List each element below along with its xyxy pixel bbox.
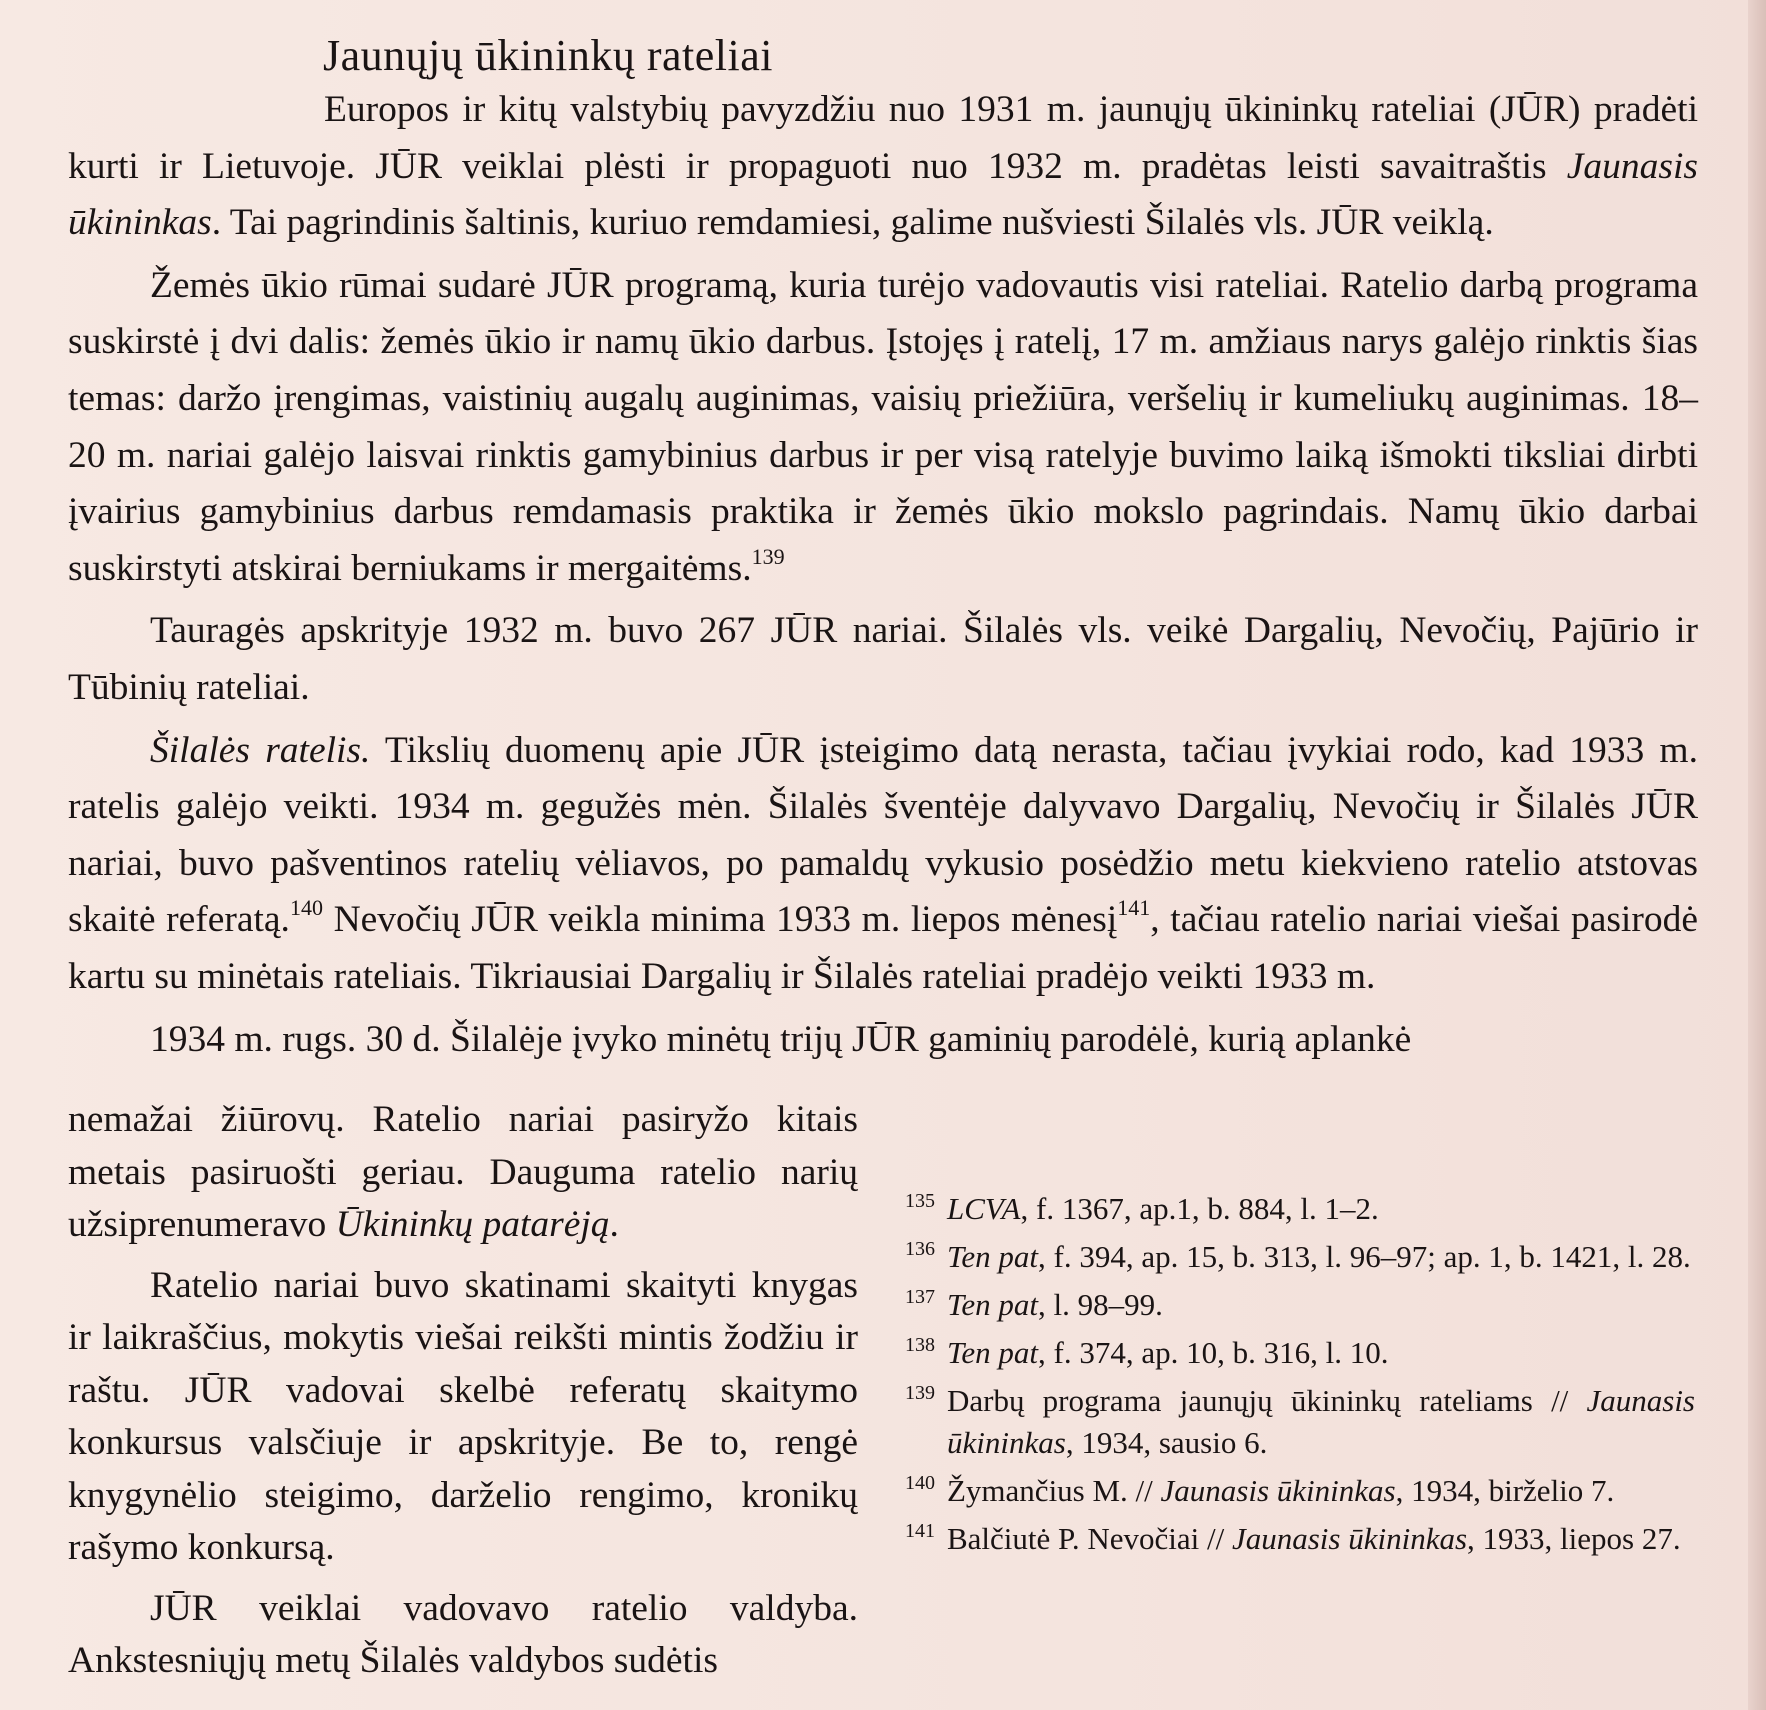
- footnote-140: 140 Žymančius M. // Jaunasis ūkininkas, 1934, birželio 7.: [905, 1472, 1615, 1508]
- footnote-ref: 139: [751, 543, 785, 569]
- paragraph-2: Žemės ūkio rūmai sudarė JŪR programą, kuria turėjo vadovautis visi rateliai. Ratelio darbą programa suskirstė į dvi dalis: žemės ūkio ir namų ūkio darbus. Įstojęs į ratelį, 17 m. amžiaus narys galėjo rinktis šias temas: daržo įrengimas, vaistinių augalų auginimas, vaisių priežiūra, veršelių ir kumeliukų auginimas. 18–20 m. nariai galėjo laisvai rinktis gamybinius darbus ir per visą ratelyje buvimo laiką išmokti tiksliai dirbti įvairius gamybinius darbus remdamasis praktika ir žemės ūkio mokslo pagrindais. Namų ūkio darbai suskirstyti atskirai berniukams ir mergaitėms.$^{139}$: [68, 264, 1698, 589]
- footnote-136: 136 Ten pat, f. 394, ap. 15, b. 313, l. 96–97; ap. 1, b. 1421, l. 28.: [905, 1238, 1691, 1274]
- page-edge: [1748, 0, 1766, 1710]
- paragraph-3: Tauragės apskrityje 1932 m. buvo 267 JŪR nariai. Šilalės vls. veikė Dargalių, Nevočių, Pajūrio ir Tūbinių rateliai.: [68, 610, 1698, 708]
- footnote-138: 138 Ten pat, f. 374, ap. 10, b. 316, l. 10.: [905, 1334, 1389, 1370]
- publication-title: Ūkininkų patarėją: [335, 1204, 610, 1245]
- lower-left-column: [68, 1094, 858, 1696]
- paragraph-8: JŪR veiklai vadovavo ratelio valdyba. Ankstesniųjų metų Šilalės valdybos sudėtis: [68, 1587, 858, 1681]
- footnote-ref: 141: [1117, 895, 1151, 921]
- main-text: [68, 82, 1698, 1074]
- paragraph-6: nemažai žiūrovų. Ratelio nariai pasiryžo kitais metais pasiruošti geriau. Dauguma ratelio narių užsiprenumeravo Ūkininkų patarėją.: [68, 1099, 858, 1245]
- footnotes: [905, 1188, 1695, 1566]
- footnote-139: 139 Darbų programa jaunųjų ūkininkų rateliams // Jaunasis ūkininkas, 1934, sausio 6.: [905, 1382, 1695, 1460]
- paragraph-7: Ratelio nariai buvo skatinami skaityti knygas ir laikraščius, mokytis viešai reikšti mintis žodžiu ir raštu. JŪR vadovai skelbė referatų skaitymo konkursus valsčiuje ir apskrityje. Be to, rengė knygynėlio steigimo, darželio rengimo, kronikų rašymo konkursą.: [68, 1264, 858, 1568]
- subsection-heading: Šilalės ratelis.: [150, 729, 371, 771]
- footnote-135: 135 LCVA, f. 1367, ap.1, b. 884, l. 1–2.: [905, 1190, 1379, 1226]
- publication-title: Jaunasis ūkininkas: [68, 145, 1698, 244]
- footnote-ref: 140: [289, 895, 323, 921]
- footnote-137: 137 Ten pat, l. 98–99.: [905, 1286, 1163, 1322]
- paragraph-4: Šilalės ratelis. Tikslių duomenų apie JŪR įsteigimo datą nerasta, tačiau įvykiai rodo, kad 1933 m. ratelis galėjo veikti. 1934 m. gegužės mėn. Šilalės šventėje dalyvavo Dargalių, Nevočių ir Šilalės JŪR nariai, buvo pašventinos ratelių vėliavos, po pamaldų vykusio posėdžio metu kiekvieno ratelio atstovas skaitė referatą.$^{140}$ Nevočių JŪR veikla minima 1933 m. liepos mėnesį$^{141}$, tačiau ratelio nariai viešai pasirodė kartu su minėtais rateliais. Tikriausiai Dargalių ir Šilalės rateliai pradėjo veikti 1933 m.: [68, 729, 1698, 997]
- paragraph-1: Europos ir kitų valstybių pavyzdžiu nuo 1931 m. jaunųjų ūkininkų rateliai (JŪR) pradėti kurti ir Lietuvoje. JŪR veiklai plėsti ir propaguoti nuo 1932 m. pradėtas leisti savaitraštis Jaunasis ūkininkas. Tai pagrindinis šaltinis, kuriuo remdamiesi, galime nušviesti Šilalės vls. JŪR veiklą.: [68, 89, 1698, 244]
- paragraph-5: 1934 m. rugs. 30 d. Šilalėje įvyko minėtų trijų JŪR gaminių parodėlė, kurią aplankė: [150, 1018, 1412, 1060]
- section-title: Jaunųjų ūkininkų rateliai: [323, 31, 773, 80]
- footnote-141: 141 Balčiutė P. Nevočiai // Jaunasis ūkininkas, 1933, liepos 27.: [905, 1520, 1681, 1556]
